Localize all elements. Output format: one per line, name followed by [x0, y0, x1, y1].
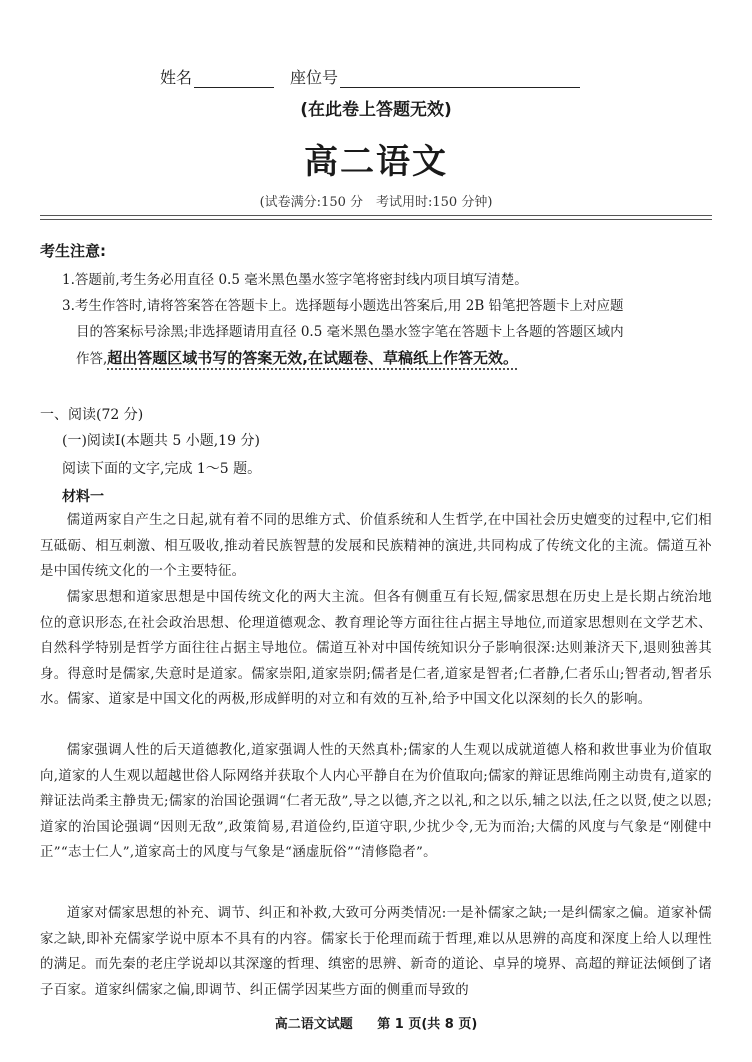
paragraph-4: 道家对儒家思想的补充、调节、纠正和补救,大致可分两类情况:一是补儒家之缺;一是纠儒家之偏。道家补儒家之缺,即补充儒家学说中原本不具有的内容。儒家长于伦理而疏于哲理,难以从思辨的高度和深度上给人以理性的满足。而先秦的老庄学说却以其深邃的哲理、缜密的思辨、新奇的道论、卓异的境界、高超的辩证法倾倒了诸子百家。道家纠儒家之偏,即调节、纠正儒学因某些方面的侧重而导致的 [40, 906, 712, 998]
seat-label: 座位号 [290, 68, 339, 87]
footer-subject: 高二语文试题 [274, 1017, 353, 1032]
name-input-line [194, 69, 274, 88]
paragraph-3: 儒家强调人性的后天道德教化,道家强调人性的天然真朴;儒家的人生观以成就道德人格和救世事业为价值取向,道家的人生观以超越世俗人际网络并获取个人内心平静自在为价值取向;儒家的辩证思维尚刚主动贵有,道家的辩证法尚柔主静贵无;儒家的治国论强调“仁者无敌”,导之以德,齐之以礼,和之以乐,辅之以法,任之以贤,使之以恩;道家的治国论强调“因则无敌”,政策简易,君道俭约,臣道守职,少扰少令,无为而治;大儒的风度与气象是“刚健中正”“志士仁人”,道家高士的风度与气象是“涵虚朊俗”“清修隐者”。 [40, 743, 712, 861]
footer-page-number: 第 1 页(共 8 页) [377, 1017, 478, 1032]
paragraph-1: 儒道两家自产生之日起,就有着不同的思维方式、价值系统和人生哲学,在中国社会历史嬗变的过程中,它们相互砥砺、相互刺激、相互吸收,推动着民族智慧的发展和民族精神的演进,共同构成了传统文化的主流。儒道互补是中国传统文化的一个主要特征。 [40, 513, 712, 580]
section-heading: 一、阅读(72 分) [40, 407, 144, 423]
notice-item-3-line-2: 目的答案标号涂黑;非选择题请用直径 0.5 毫米黑色墨水签字笔在答题卡上各题的答题区域内 [76, 324, 624, 340]
exam-info: (试卷满分:150 分 考试用时:150 分钟) [259, 195, 493, 210]
name-label: 姓名 [160, 68, 193, 87]
material-heading: 材料一 [62, 489, 104, 505]
reading-instruction: 阅读下面的文字,完成 1～5 题。 [62, 461, 262, 477]
paragraph-2: 儒家思想和道家思想是中国传统文化的两大主流。但各有侧重互有长短,儒家思想在历史上是长期占统治地位的意识形态,在社会政治思想、伦理道德观念、教育理论等方面往往占据主导地位,而道家思想则在文学艺术、自然科学特别是哲学方面往往占据主导地位。儒道互补对中国传统知识分子影响很深:达则兼济天下,退则独善其身。得意时是儒家,失意时是道家。儒家崇阳,道家崇阴;儒者是仁者,道家是智者;仁者静,仁者乐山;智者动,智者乐水。儒家、道家是中国文化的两极,形成鲜明的对立和有效的互补,给予中国文化以深刻的长久的影响。 [40, 590, 712, 708]
notice-heading: 考生注意: [40, 242, 106, 260]
page-title: 高二语文 [304, 142, 448, 182]
seat-input-line [340, 69, 580, 88]
header-divider [40, 215, 712, 220]
reading-subheading: (一)阅读Ⅰ(本题共 5 小题,19 分) [62, 433, 260, 449]
candidate-info-fields [160, 64, 580, 88]
notice-item-3-line-1: 3.考生作答时,请将答案答在答题卡上。选择题每小题选出答案后,用 2B 铅笔把答题卡上对应题 [62, 298, 624, 314]
notice-item-1: 1.答题前,考生务必用直径 0.5 毫米黑色墨水签字笔将密封线内项目填写清楚。 [62, 272, 528, 288]
notice-item-3-prefix: 作答, [76, 351, 108, 367]
invalid-answer-notice: (在此卷上答题无效) [300, 100, 452, 120]
notice-item-3-line-3 [76, 346, 716, 372]
notice-emphasis: 超出答题区域书写的答案无效,在试题卷、草稿纸上作答无效。 [107, 349, 518, 367]
page-footer [0, 1013, 752, 1032]
